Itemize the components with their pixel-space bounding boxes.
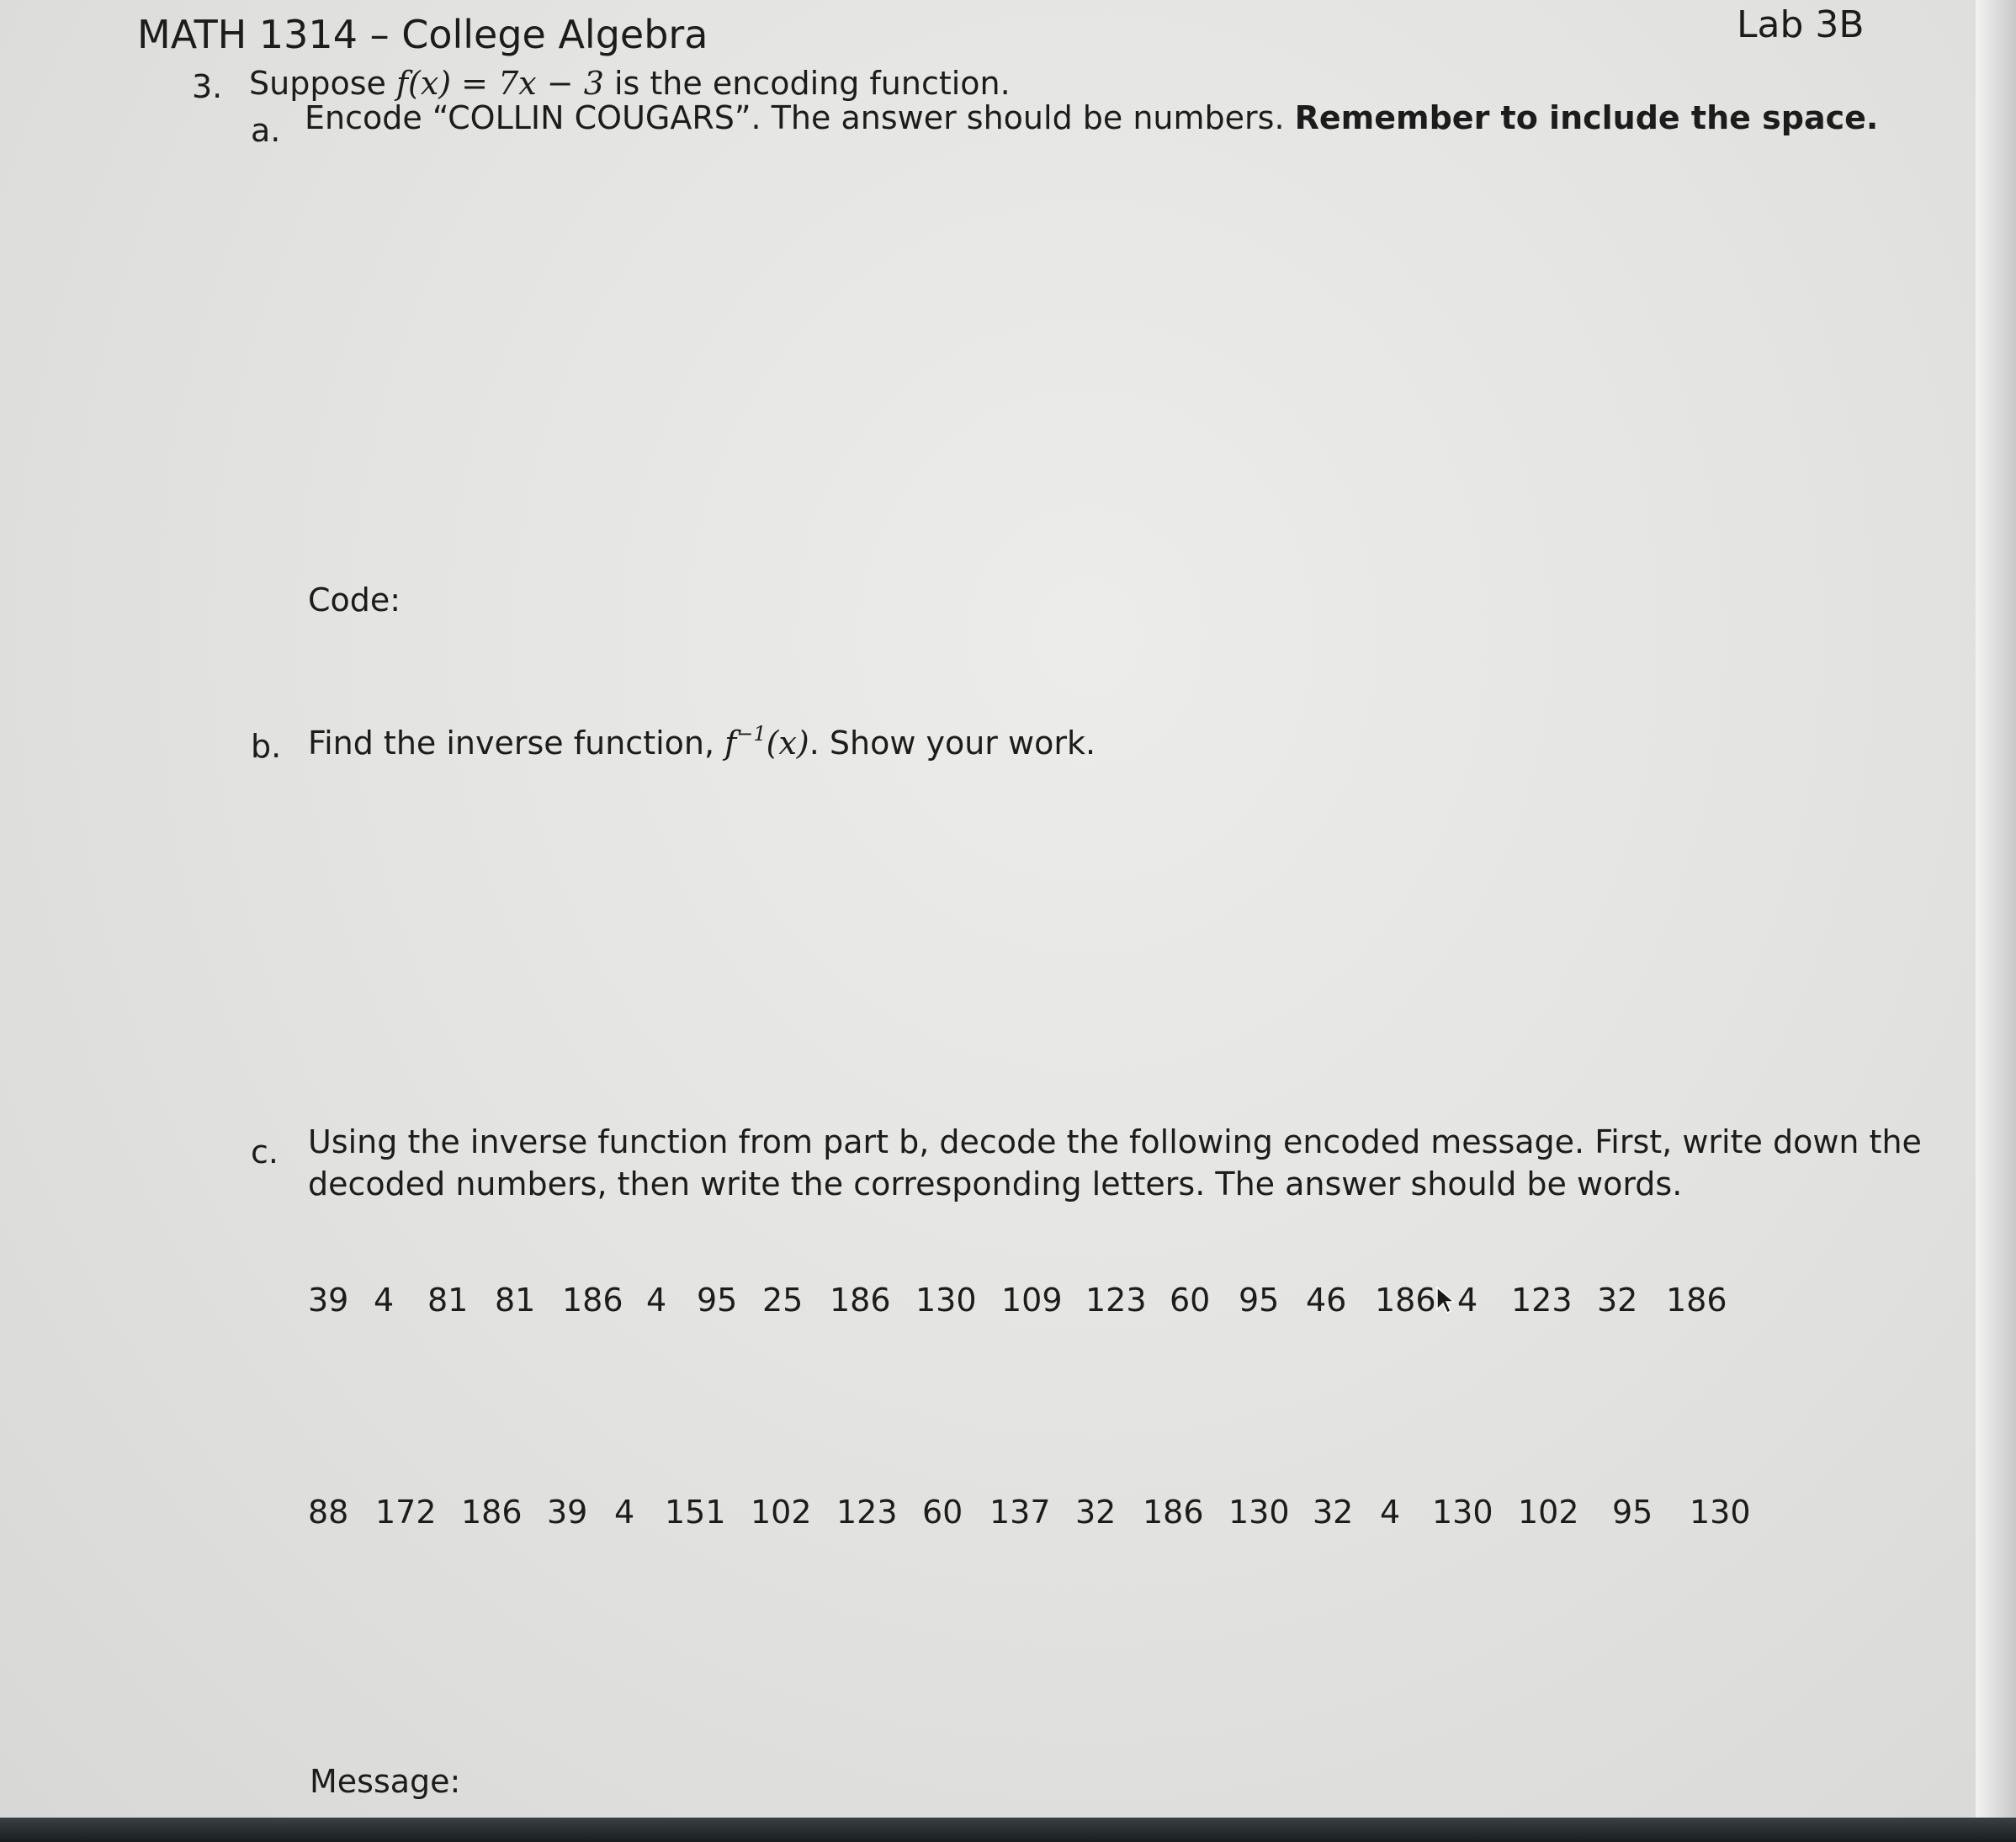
part-a-text: [305, 99, 1879, 136]
encoded-number: 32: [1313, 1494, 1354, 1531]
encoded-number: 60: [1170, 1282, 1211, 1319]
monitor-bezel-bottom: [0, 1818, 2016, 1842]
encoded-number: 4: [1457, 1282, 1478, 1319]
inverse-function-base: f: [724, 725, 737, 762]
encoded-number: 39: [308, 1282, 349, 1319]
encoded-number: 4: [646, 1282, 667, 1319]
encoded-number: 186: [1666, 1282, 1727, 1319]
part-c-line-2: decoded numbers, then write the corresponding letters. The answer should be words.: [308, 1165, 1683, 1202]
message-answer-label: Message:: [310, 1763, 461, 1800]
question-number: 3.: [192, 68, 223, 105]
encoded-number: 4: [1380, 1494, 1401, 1531]
lab-label: Lab 3B: [1737, 3, 1865, 46]
part-a-label: a.: [251, 112, 281, 149]
course-title: MATH 1314 – College Algebra: [137, 12, 708, 57]
mouse-pointer-icon: [1435, 1286, 1457, 1314]
encoded-number: 81: [427, 1282, 469, 1319]
encoded-number: 123: [836, 1494, 898, 1531]
encoded-number: 4: [374, 1282, 395, 1319]
encoded-number: 130: [915, 1282, 977, 1319]
monitor-bezel-right: [1976, 0, 2016, 1842]
encoding-function: f(x) = 7x − 3: [395, 65, 604, 102]
inverse-function-sup: −1: [736, 722, 767, 746]
encoded-number: 95: [1612, 1494, 1653, 1531]
part-c-line-1: Using the inverse function from part b, decode the following encoded message. First, write down the: [308, 1123, 1922, 1160]
encoded-number: 137: [989, 1494, 1051, 1531]
encoded-number: 39: [547, 1494, 588, 1531]
part-b-before: Find the inverse function,: [308, 725, 725, 762]
encoded-number: 151: [665, 1494, 726, 1531]
inverse-function-arg: (x): [766, 725, 809, 762]
encoded-number: 32: [1075, 1494, 1117, 1531]
encoded-number: 172: [375, 1494, 437, 1531]
code-answer-label: Code:: [308, 581, 401, 618]
encoded-number: 95: [697, 1282, 738, 1319]
encoded-number: 123: [1085, 1282, 1147, 1319]
encoded-number: 123: [1511, 1282, 1573, 1319]
encoded-number: 186: [1143, 1494, 1204, 1531]
question-prompt: [249, 65, 1011, 102]
encoded-number: 4: [614, 1494, 635, 1531]
encoded-number: 81: [495, 1282, 536, 1319]
part-a-emphasis: Remember to include the space.: [1294, 99, 1879, 136]
encoded-number: 102: [1518, 1494, 1579, 1531]
encoded-number: 95: [1239, 1282, 1280, 1319]
encoded-number: 186: [830, 1282, 891, 1319]
part-b-after: . Show your work.: [809, 725, 1096, 762]
encoded-number: 186: [461, 1494, 523, 1531]
encoded-number: 130: [1690, 1494, 1751, 1531]
encoded-number: 88: [308, 1494, 349, 1531]
encoded-number: 186: [1375, 1282, 1436, 1319]
encoded-number: 32: [1597, 1282, 1638, 1319]
encoded-number: 60: [922, 1494, 963, 1531]
encoded-number: 130: [1228, 1494, 1290, 1531]
encoded-number: 46: [1306, 1282, 1347, 1319]
encoded-number: 25: [762, 1282, 804, 1319]
encoded-number: 186: [562, 1282, 623, 1319]
part-b-text: [308, 722, 1096, 762]
part-a-instruction: Encode “COLLIN COUGARS”. The answer should be numbers.: [305, 99, 1295, 136]
prompt-before: Suppose: [249, 65, 396, 102]
prompt-after: is the encoding function.: [603, 65, 1011, 102]
encoded-number: 109: [1001, 1282, 1063, 1319]
encoded-number: 102: [751, 1494, 812, 1531]
encoded-number: 130: [1432, 1494, 1493, 1531]
part-b-label: b.: [251, 728, 282, 765]
part-c-label: c.: [251, 1133, 279, 1170]
